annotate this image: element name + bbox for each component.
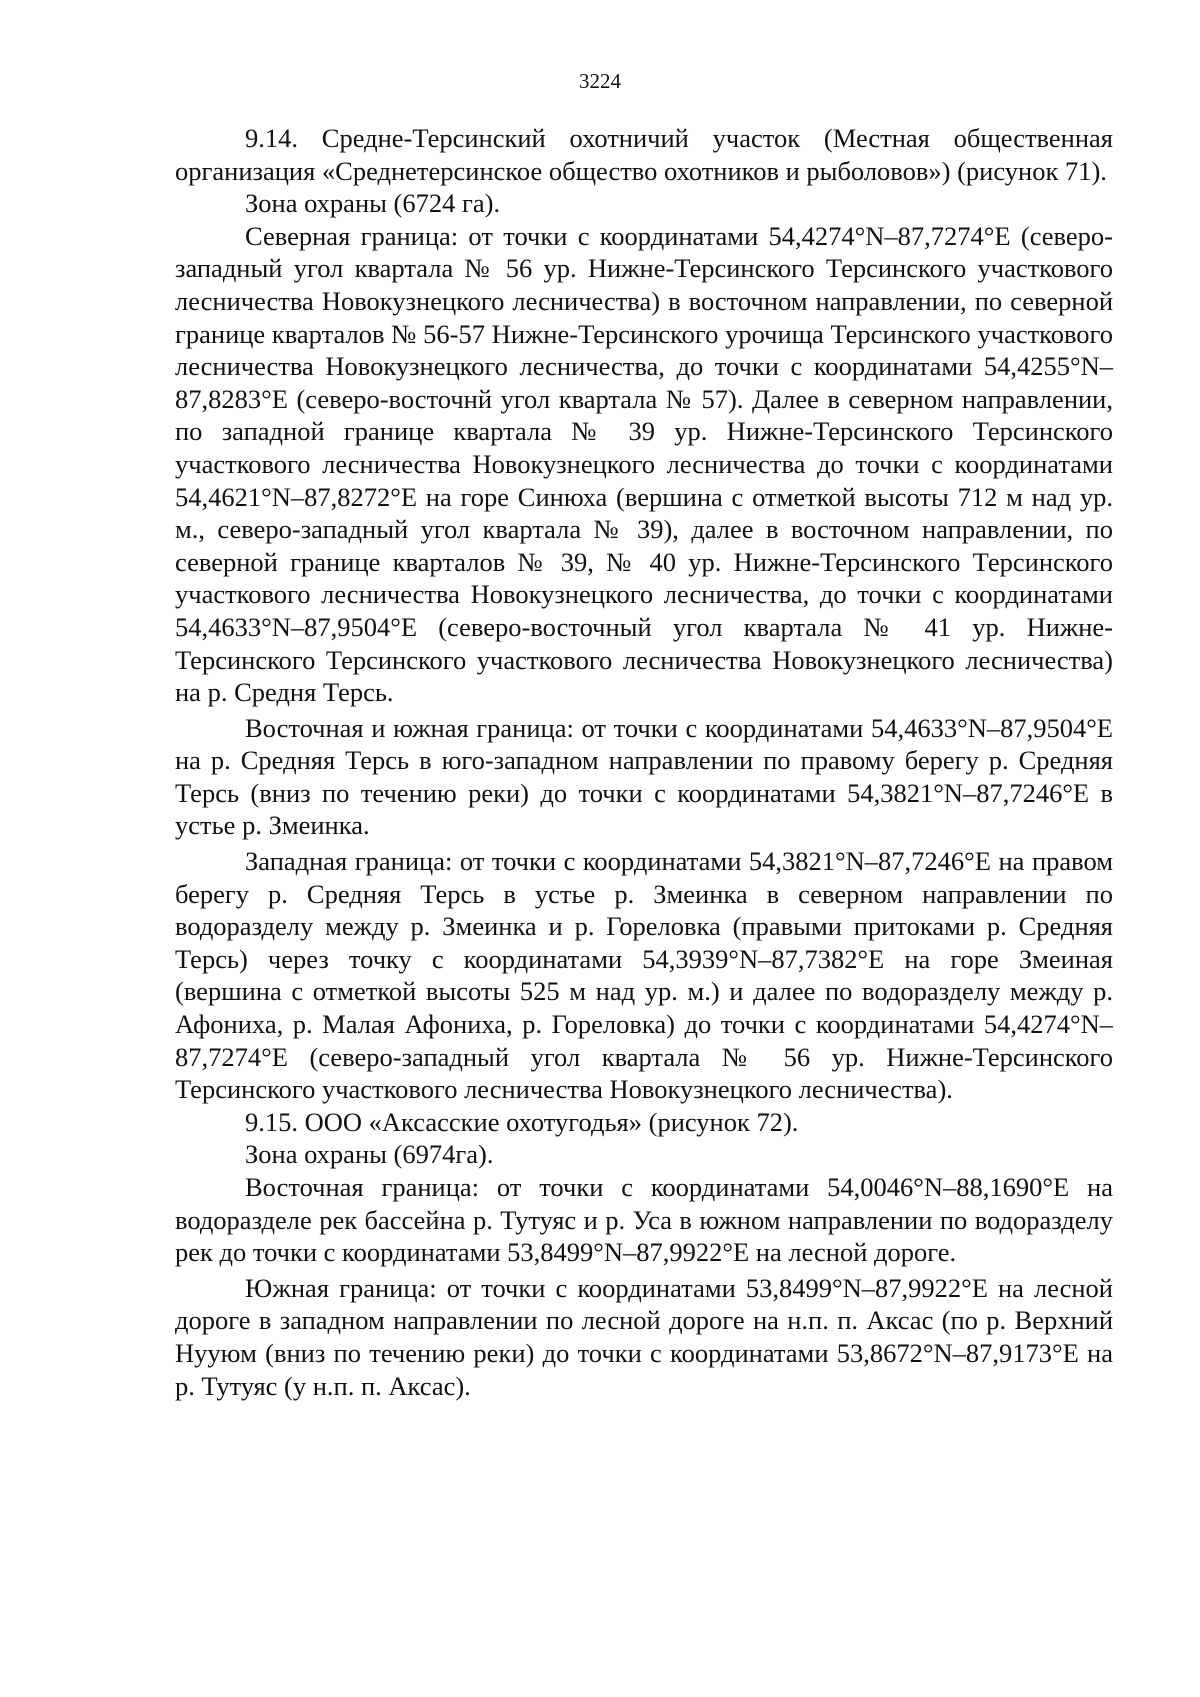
southern-boundary-9-15: Южная граница: от точки с координатами 53,8499°N–87,9922°E на лесной дороге в западном направлении по лесной дороге на н.п. п. Аксас (по р. Верхний Нууюм (вниз по течению реки) до точки с координатами 53,8672°N–87,9173°E на р. Тутуяс (у н.п. п. Аксас). xyxy=(175,1272,1113,1401)
protection-zone-9-14: Зона охраны (6724 га). xyxy=(245,188,501,219)
eastern-boundary-9-15: Восточная граница: от точки с координатами 54,0046°N–88,1690°E на водоразделе рек бассейна р. Тутуяс и р. Уса в южном направлении по водоразделу рек до точки с координатами 53,8499°N–87,9922°E на лесной дороге. xyxy=(175,1172,1113,1268)
western-boundary-9-14: Западная граница: от точки с координатами 54,3821°N–87,7246°E на правом берегу р. Средняя Терсь в устье р. Змеинка в северном направлении по водоразделу между р. Змеинка и р. Гореловка (правыми притоками р. Средняя Терсь) через точку с координатами 54,3939°N–87,7382°E на горе Змеиная (вершина с отметкой высоты 525 м над ур. м.) и далее по водоразделу между р. Афониха, р. Малая Афониха, р. Гореловка) до точки с координатами 54,4274°N–87,7274°E (северо-западный угол квартала № 56 ур. Нижне-Терсинского Терсинского участкового лесничества Новокузнецкого лесничества). xyxy=(175,846,1113,1105)
section-heading-9-15: 9.15. ООО «Аксасские охотугодья» (рисунок 72). xyxy=(245,1106,799,1137)
document-body xyxy=(175,122,1113,1402)
northern-boundary-9-14: Северная граница: от точки с координатами 54,4274°N–87,7274°E (северо-западный угол квартала № 56 ур. Нижне-Терсинского Терсинского участкового лесничества Новокузнецкого лесничества) в восточном направлении, по северной границе кварталов № 56-57 Нижне-Терсинского урочища Терсинского участкового лесничества Новокузнецкого лесничества, до точки с координатами 54,4255°N–87,8283°E (северо-восточнй угол квартала № 57). Далее в северном направлении, по западной границе квартала № 39 ур. Нижне-Терсинского Терсинского участкового лесничества Новокузнецкого лесничества до точки с координатами 54,4621°N–87,8272°E на горе Синюха (вершина с отметкой высоты 712 м над ур. м., северо-западный угол квартала № 39), далее в восточном направлении, по северной границе кварталов № 39, № 40 ур. Нижне-Терсинского Терсинского участкового лесничества Новокузнецкого лесничества, до точки с координатами 54,4633°N–87,9504°E (северо-восточный угол квартала № 41 ур. Нижне-Терсинского Терсинского участкового лесничества Новокузнецкого лесничества) на р. Средня Терсь. xyxy=(175,220,1113,708)
east-south-boundary-9-14: Восточная и южная граница: от точки с координатами 54,4633°N–87,9504°E на р. Средняя Терсь в юго-западном направлении по правому берегу р. Средняя Терсь (вниз по течению реки) до точки с координатами 54,3821°N–87,7246°E в устье р. Змеинка. xyxy=(175,712,1113,841)
section-heading-9-14: 9.14. Средне-Терсинский охотничий участок (Местная общественная организация «Среднетерсинское общество охотников и рыболовов») (рисунок 71). xyxy=(175,123,1113,186)
page-number: 3224 xyxy=(579,69,621,93)
protection-zone-9-15: Зона охраны (6974га). xyxy=(245,1139,494,1170)
